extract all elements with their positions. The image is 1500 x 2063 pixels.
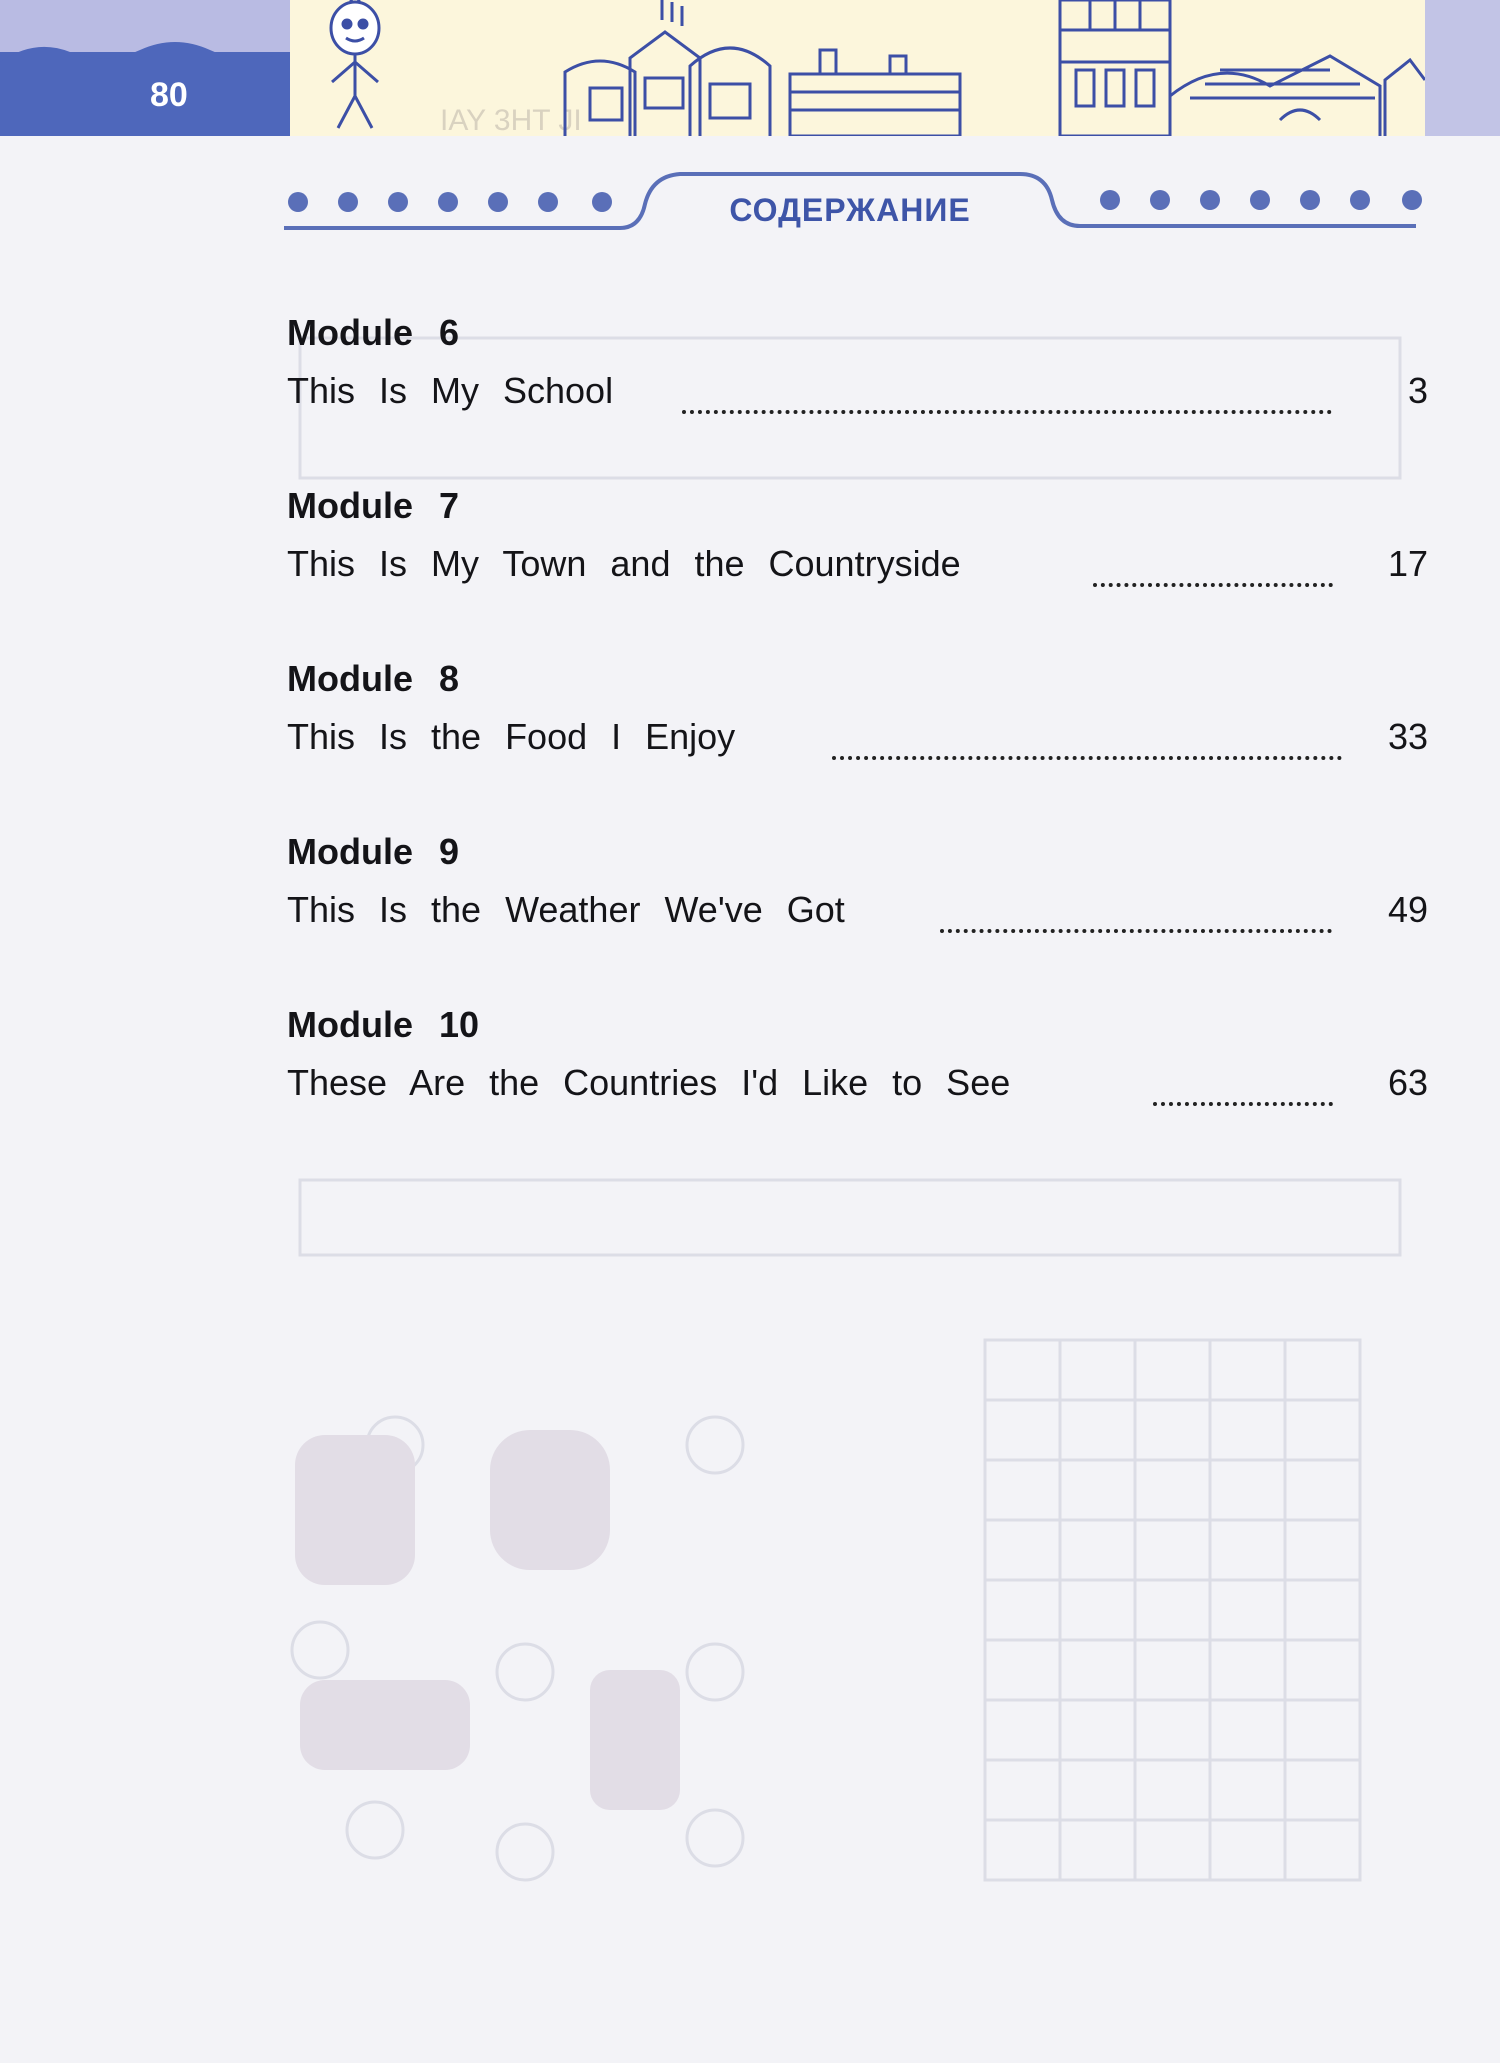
module-label: Module 7 xyxy=(287,485,460,526)
town-skyline-illustration xyxy=(290,0,1425,136)
page-reference: 63 xyxy=(1387,1062,1428,1103)
cartoon-character-illustration xyxy=(331,0,379,128)
toc-entry[interactable] xyxy=(287,1004,1432,1177)
page-number: 80 xyxy=(150,76,188,114)
header-illustration xyxy=(290,0,1425,136)
page-tab-wave xyxy=(0,34,290,74)
svg-text:IAY 3HT JI: IAY 3HT JI xyxy=(440,104,582,136)
toc-entry[interactable] xyxy=(287,312,1432,485)
module-title: This Is My School xyxy=(287,370,614,411)
contents-heading: СОДЕРЖАНИЕ xyxy=(729,192,971,228)
module-label: Module 9 xyxy=(287,831,460,872)
header-right-band xyxy=(1425,0,1500,136)
table-of-contents xyxy=(287,312,1432,1177)
page-reference: 33 xyxy=(1387,716,1428,757)
dot-leader xyxy=(1093,543,1333,587)
module-label: Module 10 xyxy=(287,1004,480,1045)
page-reference: 49 xyxy=(1387,889,1428,930)
module-label: Module 8 xyxy=(287,658,460,699)
module-title: This Is My Town and the Countryside xyxy=(287,543,961,584)
module-title: These Are the Countries I'd Like to See xyxy=(287,1062,1011,1103)
module-label: Module 6 xyxy=(287,312,460,353)
dot-leader xyxy=(682,370,1332,414)
toc-entry[interactable] xyxy=(287,658,1432,831)
dot-leader xyxy=(1153,1062,1333,1106)
dot-leader xyxy=(832,716,1342,760)
page-reference: 3 xyxy=(1407,370,1428,411)
toc-entry[interactable] xyxy=(287,485,1432,658)
dot-leader xyxy=(940,889,1332,933)
toc-entry[interactable] xyxy=(287,831,1432,1004)
module-title: This Is the Weather We've Got xyxy=(287,889,845,930)
module-title: This Is the Food I Enjoy xyxy=(287,716,736,757)
page-reference: 17 xyxy=(1387,543,1428,584)
